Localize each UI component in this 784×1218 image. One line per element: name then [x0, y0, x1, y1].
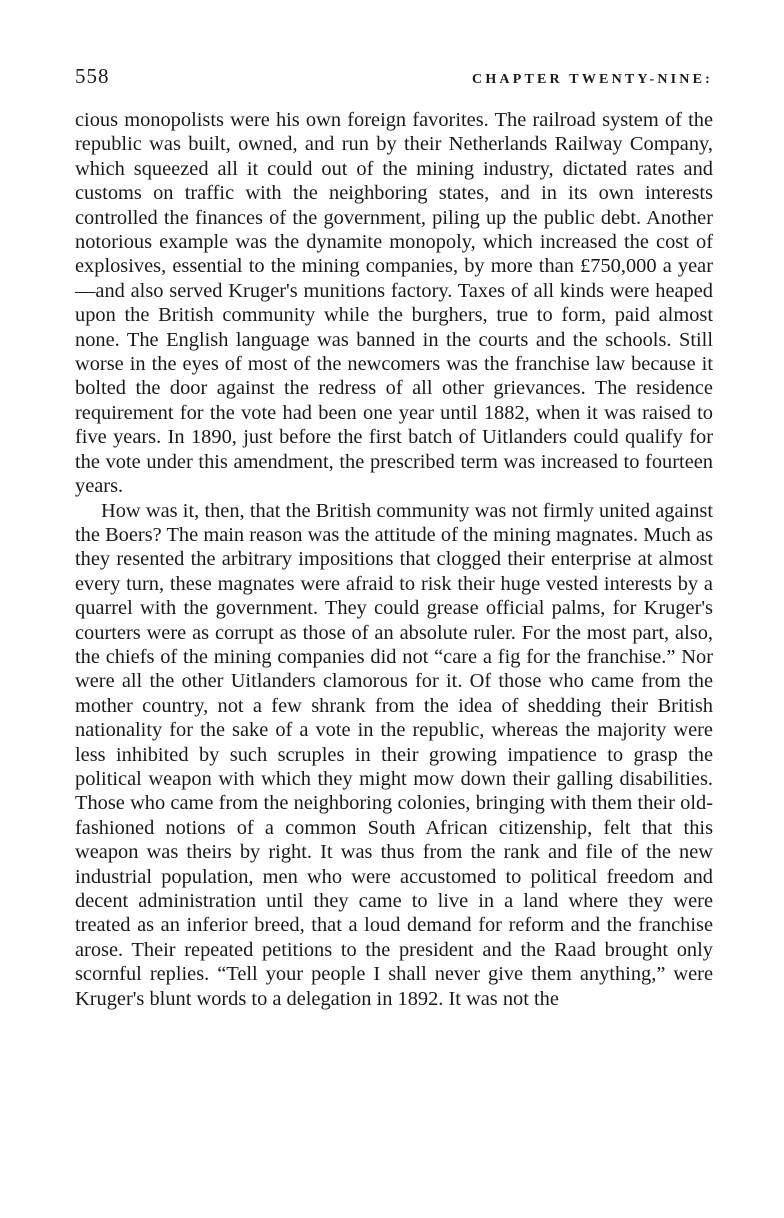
chapter-heading: CHAPTER TWENTY-NINE: — [472, 72, 713, 87]
paragraph-continued: cious monopolists were his own foreign favorites. The railroad system of the republic was built, owned, and run by their Netherlands Railway Company, which squeezed all it could out of the mining industry, dictated rates and customs on traffic with the neighboring states, and in its own interests controlled the finances of the government, piling up the public debt. Another notorious example was the dynamite monopoly, which increased the cost of explosives, essential to the mining companies, by more than £750,000 a year—and also served Kruger's munitions factory. Taxes of all kinds were heaped upon the British community while the burghers, true to form, paid almost none. The English language was banned in the courts and the schools. Still worse in the eyes of most of the newcomers was the franchise law because it bolted the door against the redress of all other grievances. The residence requirement for the vote had been one year until 1882, when it was raised to five years. In 1890, just before the first batch of Uitlanders could qualify for the vote under this amendment, the prescribed term was increased to fourteen years. — [75, 109, 713, 498]
paragraph: How was it, then, that the British community was not firmly united against the Boers? The main reason was the attitude of the mining magnates. Much as they resented the arbitrary impositions that clogged their enterprise at almost every turn, these magnates were afraid to risk their huge vested interests by a quarrel with the government. They could grease official palms, for Kruger's courters were as corrupt as those of an absolute ruler. For the most part, also, the chiefs of the mining companies did not “care a fig for the franchise.” Nor were all the other Uitlanders clamorous for it. Of those who came from the mother country, not a few shrank from the idea of shedding their British nationality for the sake of a vote in the republic, whereas the majority were less inhibited by such scruples in their growing impatience to grasp the political weapon with which they might mow down their galling disabilities. Those who came from the neighboring colonies, bringing with them their old-fashioned notions of a common South African citizenship, felt that this weapon was theirs by right. It was thus from the rank and file of the new industrial population, men who were accustomed to political freedom and decent administration until they came to live in a land where they were treated as an inferior breed, that a loud demand for reform and the franchise arose. Their repeated petitions to the president and the Raad brought only scornful replies. “Tell your people I shall never give them anything,” were Kruger's blunt words to a delegation in 1892. It was not the — [75, 499, 713, 1010]
running-head — [75, 64, 713, 92]
body-text — [75, 108, 713, 1011]
book-page — [75, 64, 713, 1011]
page-number: 558 — [75, 64, 110, 88]
